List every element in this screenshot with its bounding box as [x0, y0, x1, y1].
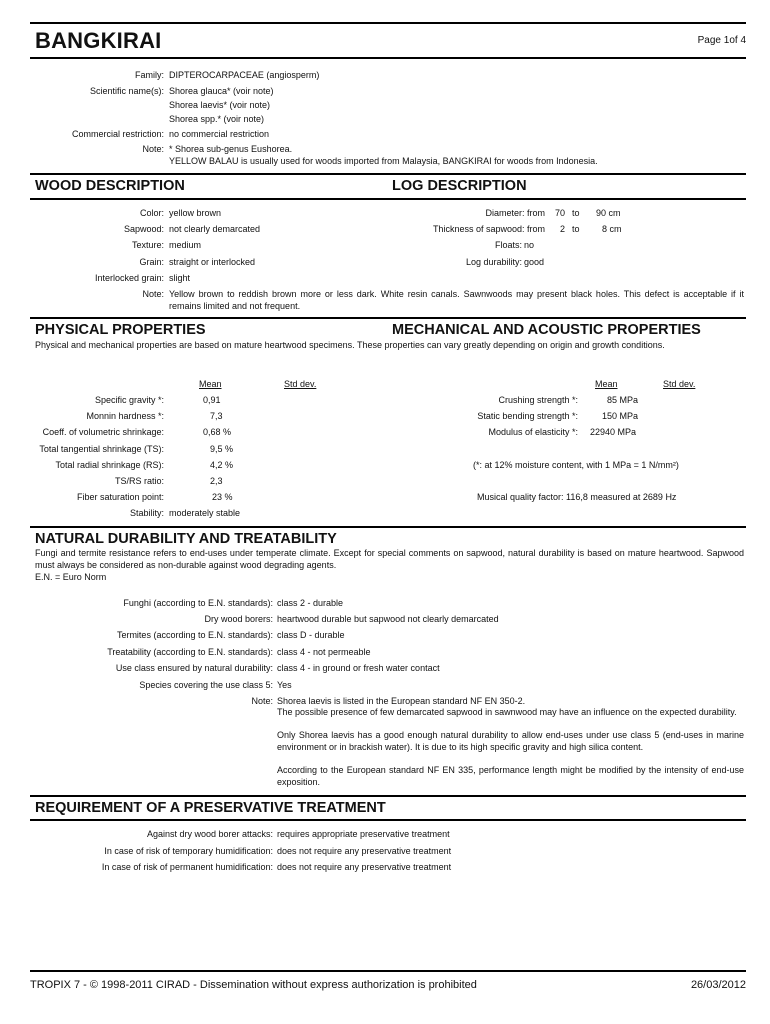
static-bending-value: 150 MPa — [602, 411, 639, 421]
diameter-label: Diameter: from — [485, 208, 545, 218]
commercial-restriction-label: Commercial restriction: — [71, 129, 164, 139]
dry-wood-borer-attacks-label: Against dry wood borer attacks: — [146, 829, 273, 839]
static-bending-label: Static bending strength *: — [477, 411, 578, 421]
termites-label: Termites (according to E.N. standards): — [116, 630, 273, 640]
specific-gravity-value: 0,91 — [203, 395, 221, 405]
funghi-value: class 2 - durable — [277, 598, 344, 608]
commercial-restriction-value: no commercial restriction — [169, 129, 270, 139]
identity-note-line-1: * Shorea sub-genus Eushorea. — [169, 144, 293, 154]
fiber-saturation-value: 23 % — [212, 492, 233, 502]
stability-label: Stability: — [129, 508, 164, 518]
color-label: Color: — [139, 208, 164, 218]
use-class-5-value: Yes — [277, 680, 292, 690]
ts-rs-ratio-value: 2,3 — [210, 476, 223, 486]
mechanical-std-header: Std dev. — [663, 379, 696, 389]
interlocked-grain-label: Interlocked grain: — [94, 273, 164, 283]
physical-properties-heading: PHYSICAL PROPERTIES — [35, 322, 206, 338]
wood-note-text: Yellow brown to reddish brown more or less dark. White resin canals. Sawnwoods may present black holes. This defect is acceptable if it remains limited and not frequent. — [169, 289, 744, 311]
grain-label: Grain: — [139, 257, 164, 267]
durability-note-label: Note: — [251, 696, 273, 706]
natural-durability-heading: NATURAL DURABILITY AND TREATABILITY — [35, 531, 337, 547]
radial-shrinkage-label: Total radial shrinkage (RS): — [55, 460, 164, 470]
sapwood-label: Sapwood: — [123, 224, 164, 234]
footer-rule — [30, 970, 746, 972]
floats-label: Floats: — [494, 240, 522, 250]
sapwood-thickness-to-word: to — [572, 224, 580, 234]
log-durability-label: Log durability: — [465, 257, 522, 267]
wood-description-heading: WOOD DESCRIPTION — [35, 178, 185, 194]
temporary-humidification-label: In case of risk of temporary humidification: — [104, 846, 273, 856]
scientific-name-2: Shorea laevis* (voir note) — [169, 100, 271, 110]
ts-rs-ratio-label: TS/RS ratio: — [114, 476, 164, 486]
scientific-name-3: Shorea spp.* (voir note) — [169, 114, 265, 124]
interlocked-grain-value: slight — [169, 273, 191, 283]
dry-wood-borers-value: heartwood durable but sapwood not clearly demarcated — [277, 614, 499, 624]
euro-norm-note: E.N. = Euro Norm — [35, 572, 107, 582]
physical-mean-header: Mean — [199, 379, 222, 389]
wood-rule — [30, 173, 746, 175]
durability-note-p1: Shorea laevis is listed in the European standard NF EN 350-2. — [277, 696, 526, 706]
volumetric-shrinkage-value: 0,68 % — [203, 427, 232, 437]
grain-value: straight or interlocked — [169, 257, 256, 267]
family-label: Family: — [135, 70, 164, 80]
mechanical-properties-heading: MECHANICAL AND ACOUSTIC PROPERTIES — [392, 322, 701, 338]
permanent-humidification-label: In case of risk of permanent humidification: — [101, 862, 273, 872]
volumetric-shrinkage-label: Coeff. of volumetric shrinkage: — [42, 427, 164, 437]
wood-rule-bottom — [30, 198, 746, 200]
use-class-value: class 4 - in ground or fresh water contact — [277, 663, 440, 673]
mechanical-mean-header: Mean — [595, 379, 618, 389]
monnin-hardness-value: 7,3 — [210, 411, 223, 421]
sapwood-value: not clearly demarcated — [169, 224, 261, 234]
page-title: BANGKIRAI — [35, 28, 162, 53]
moisture-note: (*: at 12% moisture content, with 1 MPa = 1 N/mm²) — [473, 460, 679, 470]
preservative-heading: REQUIREMENT OF A PRESERVATIVE TREATMENT — [35, 800, 386, 816]
durability-note-p3: Only Shorea laevis has a good enough natural durability to allow end-uses under use class 5 (end-uses in marine environment or in brackish water). It is due to its high specific gravity and high silica content. — [277, 730, 744, 752]
floats-value: no — [524, 240, 535, 250]
modulus-elasticity-label: Modulus of elasticity *: — [488, 427, 578, 437]
physical-rule — [30, 317, 746, 319]
fiber-saturation-label: Fiber saturation point: — [76, 492, 164, 502]
modulus-elasticity-value: 22940 MPa — [590, 427, 637, 437]
dry-wood-borers-label: Dry wood borers: — [204, 614, 273, 624]
durability-intro: Fungi and termite resistance refers to end-uses under temperate climate. Except for special comments on sapwood, natural durability is based on mature heartwood. Sapwood must always be considered as non-durable against wood degrading agents. — [35, 548, 744, 570]
diameter-to-word: to — [572, 208, 580, 218]
temporary-humidification-value: does not require any preservative treatment — [277, 846, 452, 856]
color-value: yellow brown — [169, 208, 222, 218]
sapwood-thickness-to: 8 cm — [602, 224, 622, 234]
durability-note-p4: According to the European standard NF EN 335, performance length might be modified by the intensity of end-use exposition. — [277, 765, 744, 787]
diameter-to: 90 cm — [596, 208, 621, 218]
physical-std-header: Std dev. — [284, 379, 317, 389]
page-number: Page 1of 4 — [697, 35, 746, 46]
monnin-hardness-label: Monnin hardness *: — [86, 411, 164, 421]
preservative-rule — [30, 795, 746, 797]
wood-note-label: Note: — [142, 289, 164, 299]
crushing-strength-value: 85 MPa — [607, 395, 639, 405]
dry-wood-borer-attacks-value: requires appropriate preservative treatment — [277, 829, 450, 839]
use-class-5-label: Species covering the use class 5: — [139, 680, 273, 690]
physical-intro: Physical and mechanical properties are based on mature heartwood specimens. These properties can vary greatly depending on origin and growth conditions. — [35, 340, 665, 350]
family-value: DIPTEROCARPACEAE (angiosperm) — [169, 70, 320, 80]
permanent-humidification-value: does not require any preservative treatment — [277, 862, 452, 872]
footer-copyright: TROPIX 7 - © 1998-2011 CIRAD - Dissemination without express authorization is prohibited — [30, 979, 477, 991]
texture-value: medium — [169, 240, 202, 250]
durability-note-p2: The possible presence of few demarcated sapwood in sawnwood may have an influence on the expected durability. — [277, 707, 737, 717]
treatability-label: Treatability (according to E.N. standards): — [107, 647, 273, 657]
tangential-shrinkage-label: Total tangential shrinkage (TS): — [39, 444, 164, 454]
use-class-label: Use class ensured by natural durability: — [115, 663, 273, 673]
sapwood-thickness-from: 2 — [560, 224, 566, 234]
radial-shrinkage-value: 4,2 % — [210, 460, 234, 470]
log-durability-value: good — [524, 257, 545, 267]
treatability-value: class 4 - not permeable — [277, 647, 371, 657]
tangential-shrinkage-value: 9,5 % — [210, 444, 234, 454]
sapwood-thickness-label: Thickness of sapwood: from — [432, 224, 545, 234]
scientific-name-label: Scientific name(s): — [89, 86, 164, 96]
musical-quality: Musical quality factor: 116,8 measured at 2689 Hz — [477, 492, 677, 502]
stability-value: moderately stable — [169, 508, 241, 518]
log-description-heading: LOG DESCRIPTION — [392, 178, 527, 194]
footer-date: 26/03/2012 — [690, 979, 746, 991]
funghi-label: Funghi (according to E.N. standards): — [123, 598, 273, 608]
top-rule — [30, 22, 746, 24]
crushing-strength-label: Crushing strength *: — [498, 395, 578, 405]
specific-gravity-label: Specific gravity *: — [94, 395, 164, 405]
title-rule — [30, 57, 746, 59]
texture-label: Texture: — [131, 240, 164, 250]
scientific-name-1: Shorea glauca* (voir note) — [169, 86, 274, 96]
termites-value: class D - durable — [277, 630, 345, 640]
preservative-rule-bottom — [30, 819, 746, 821]
identity-note-label: Note: — [142, 144, 164, 154]
diameter-from: 70 — [555, 208, 566, 218]
durability-rule — [30, 526, 746, 528]
identity-note-line-2: YELLOW BALAU is usually used for woods imported from Malaysia, BANGKIRAI for woods from Indonesia. — [169, 156, 598, 166]
